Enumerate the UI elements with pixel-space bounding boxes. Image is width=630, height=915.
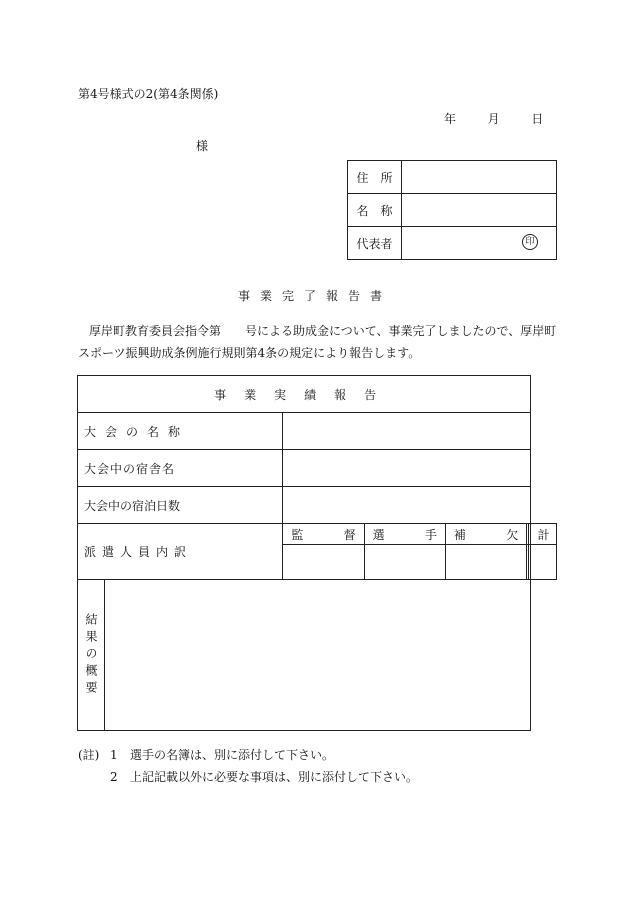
dispatch-header-players: 選 手 xyxy=(364,524,445,545)
date-day-label: 日 xyxy=(531,112,544,126)
note-item xyxy=(78,744,418,766)
statement-line-2: スポーツ振興助成条例施行規則第4条の規定により報告します。 xyxy=(78,346,421,360)
notes-tag: (註) xyxy=(78,748,100,762)
name-field[interactable] xyxy=(402,194,557,227)
activity-report-table xyxy=(77,375,557,731)
dispatch-header-supervisor: 監 督 xyxy=(283,524,364,545)
representative-label: 代表者 xyxy=(348,227,402,260)
address-label: 住 所 xyxy=(348,161,402,194)
nights-label: 大会中の宿泊日数 xyxy=(78,487,283,524)
note-number: 2 xyxy=(110,770,118,784)
date-year-label: 年 xyxy=(444,112,457,126)
nights-field[interactable] xyxy=(283,487,531,524)
dispatch-supervisor-field[interactable] xyxy=(283,545,364,580)
note-item xyxy=(78,766,418,788)
seal-mark: 印 xyxy=(522,234,538,250)
dispatch-total-field[interactable] xyxy=(531,545,557,580)
note-text: 上記記載以外に必要な事項は、別に添付して下さい。 xyxy=(130,770,419,784)
notes xyxy=(78,744,418,788)
report-heading: 事業実績報告 xyxy=(78,376,531,413)
note-text: 選手の名簿は、別に添付して下さい。 xyxy=(130,748,335,762)
statement-line-1: 厚岸町教育委員会指令第 号による助成金について、事業完了しましたので、厚岸町 xyxy=(89,324,557,338)
dispatch-header-total: 計 xyxy=(531,524,557,545)
recipient-honorific: 様 xyxy=(196,139,209,153)
date-line xyxy=(444,110,544,127)
dispatch-players-field[interactable] xyxy=(364,545,445,580)
event-name-field[interactable] xyxy=(283,413,531,450)
dispatch-substitutes-field[interactable] xyxy=(445,545,526,580)
name-label: 名 称 xyxy=(348,194,402,227)
form-number: 第4号様式の2(第4条関係) xyxy=(78,87,219,101)
result-summary-field[interactable] xyxy=(105,580,531,731)
event-name-label: 大会の名称 xyxy=(78,413,283,450)
result-summary-label: 結果の概要 xyxy=(78,580,105,731)
address-field[interactable] xyxy=(402,161,557,194)
dispatch-header-substitutes: 補 欠 xyxy=(445,524,526,545)
lodging-name-label: 大会中の宿舎名 xyxy=(78,450,283,487)
representative-field[interactable] xyxy=(402,227,557,260)
report-statement xyxy=(78,320,568,364)
dispatch-label: 派遣人員内訳 xyxy=(78,524,283,580)
lodging-name-field[interactable] xyxy=(283,450,531,487)
date-month-label: 月 xyxy=(487,112,500,126)
document-title: 事業完了報告書 xyxy=(237,289,392,303)
note-number: 1 xyxy=(110,748,118,762)
applicant-table xyxy=(347,160,557,260)
